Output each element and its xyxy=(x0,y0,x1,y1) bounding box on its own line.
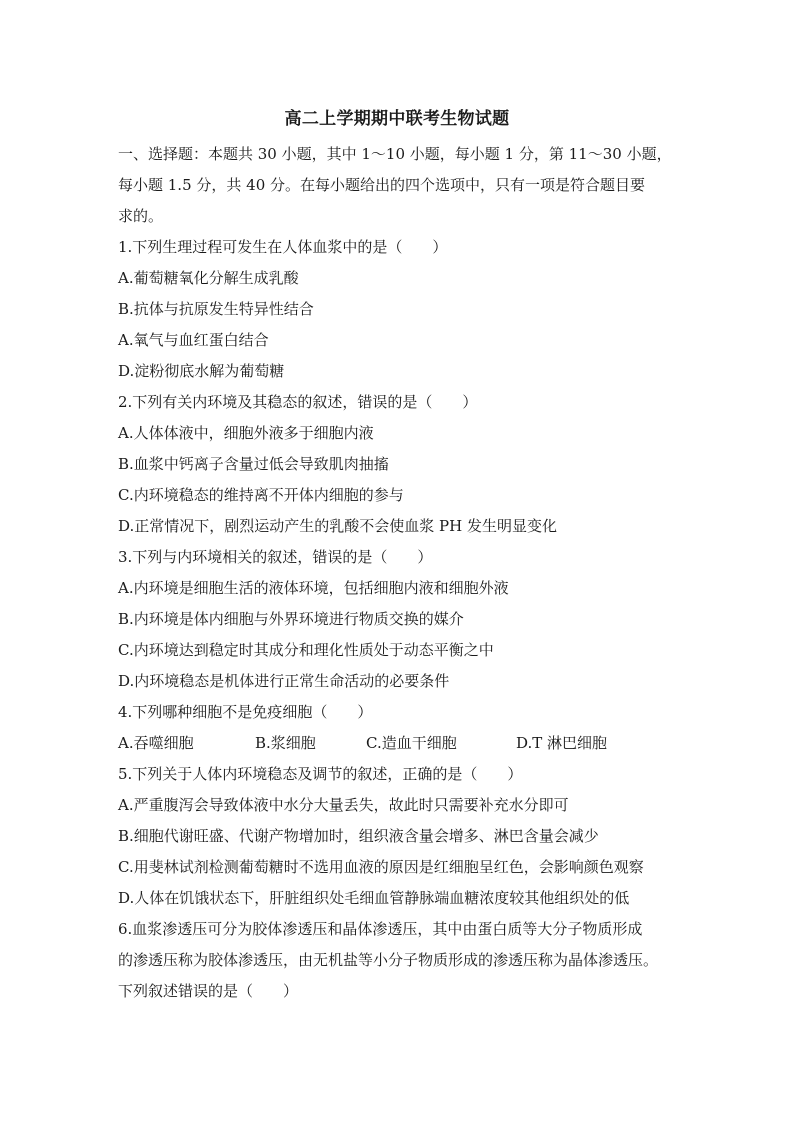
answer-option: A.氧气与血红蛋白结合 xyxy=(118,331,269,349)
answer-option: B.内环境是体内细胞与外界环境进行物质交换的媒介 xyxy=(118,610,464,628)
question-stem: 4.下列哪种细胞不是免疫细胞（ ） xyxy=(118,703,373,721)
section-intro-line: 每小题 1.5 分，共 40 分。在每小题给出的四个选项中，只有一项是符合题目要 xyxy=(118,176,646,194)
question-stem: 2.下列有关内环境及其稳态的叙述，错误的是（ ） xyxy=(118,393,478,411)
answer-option: D.T 淋巴细胞 xyxy=(516,734,608,752)
exam-content xyxy=(118,140,678,1008)
question-stem: 6.血浆渗透压可分为胶体渗透压和晶体渗透压，其中由蛋白质等大分子物质形成 xyxy=(118,920,643,938)
answer-option: D.正常情况下，剧烈运动产生的乳酸不会使血浆 PH 发生明显变化 xyxy=(118,517,557,535)
answer-option: B.浆细胞 xyxy=(255,734,316,752)
answer-option: D.内环境稳态是机体进行正常生命活动的必要条件 xyxy=(118,672,450,690)
question-stem: 1.下列生理过程可发生在人体血浆中的是（ ） xyxy=(118,238,448,256)
question-4 xyxy=(118,698,678,760)
question-stem: 下列叙述错误的是（ ） xyxy=(118,982,299,1000)
answer-option: A.严重腹泻会导致体液中水分大量丢失，故此时只需要补充水分即可 xyxy=(118,796,569,814)
answer-option: C.用斐林试剂检测葡萄糖时不选用血液的原因是红细胞呈红色，会影响颜色观察 xyxy=(118,858,644,876)
inline-options-row xyxy=(118,729,678,760)
answer-option: C.造血干细胞 xyxy=(366,734,457,752)
question-stem: 3.下列与内环境相关的叙述，错误的是（ ） xyxy=(118,548,433,566)
section-intro-line: 求的。 xyxy=(118,207,164,225)
question-1 xyxy=(118,233,678,388)
question-2 xyxy=(118,388,678,543)
question-5 xyxy=(118,760,678,915)
page-title: 高二上学期期中联考生物试题 xyxy=(284,109,510,129)
answer-option: B.细胞代谢旺盛、代谢产物增加时，组织液含量会增多、淋巴含量会减少 xyxy=(118,827,599,845)
answer-option: A.人体体液中，细胞外液多于细胞内液 xyxy=(118,424,374,442)
answer-option: A.内环境是细胞生活的液体环境，包括细胞内液和细胞外液 xyxy=(118,579,509,597)
answer-option: B.血浆中钙离子含量过低会导致肌肉抽搐 xyxy=(118,455,389,473)
question-stem: 5.下列关于人体内环境稳态及调节的叙述，正确的是（ ） xyxy=(118,765,523,783)
answer-option: A.葡萄糖氧化分解生成乳酸 xyxy=(118,269,299,287)
section-intro-line: 一、选择题：本题共 30 小题，其中 1～10 小题，每小题 1 分，第 11～30 小题， xyxy=(118,145,672,163)
question-stem: 的渗透压称为胶体渗透压，由无机盐等小分子物质形成的渗透压称为晶体渗透压。 xyxy=(118,951,659,969)
answer-option: B.抗体与抗原发生特异性结合 xyxy=(118,300,314,318)
question-3 xyxy=(118,543,678,698)
answer-option: D.人体在饥饿状态下，肝脏组织处毛细血管静脉端血糖浓度较其他组织处的低 xyxy=(118,889,630,907)
answer-option: C.内环境达到稳定时其成分和理化性质处于动态平衡之中 xyxy=(118,641,494,659)
question-6 xyxy=(118,915,678,1008)
answer-option: D.淀粉彻底水解为葡萄糖 xyxy=(118,362,285,380)
answer-option: A.吞噬细胞 xyxy=(118,734,194,752)
answer-option: C.内环境稳态的维持离不开体内细胞的参与 xyxy=(118,486,404,504)
